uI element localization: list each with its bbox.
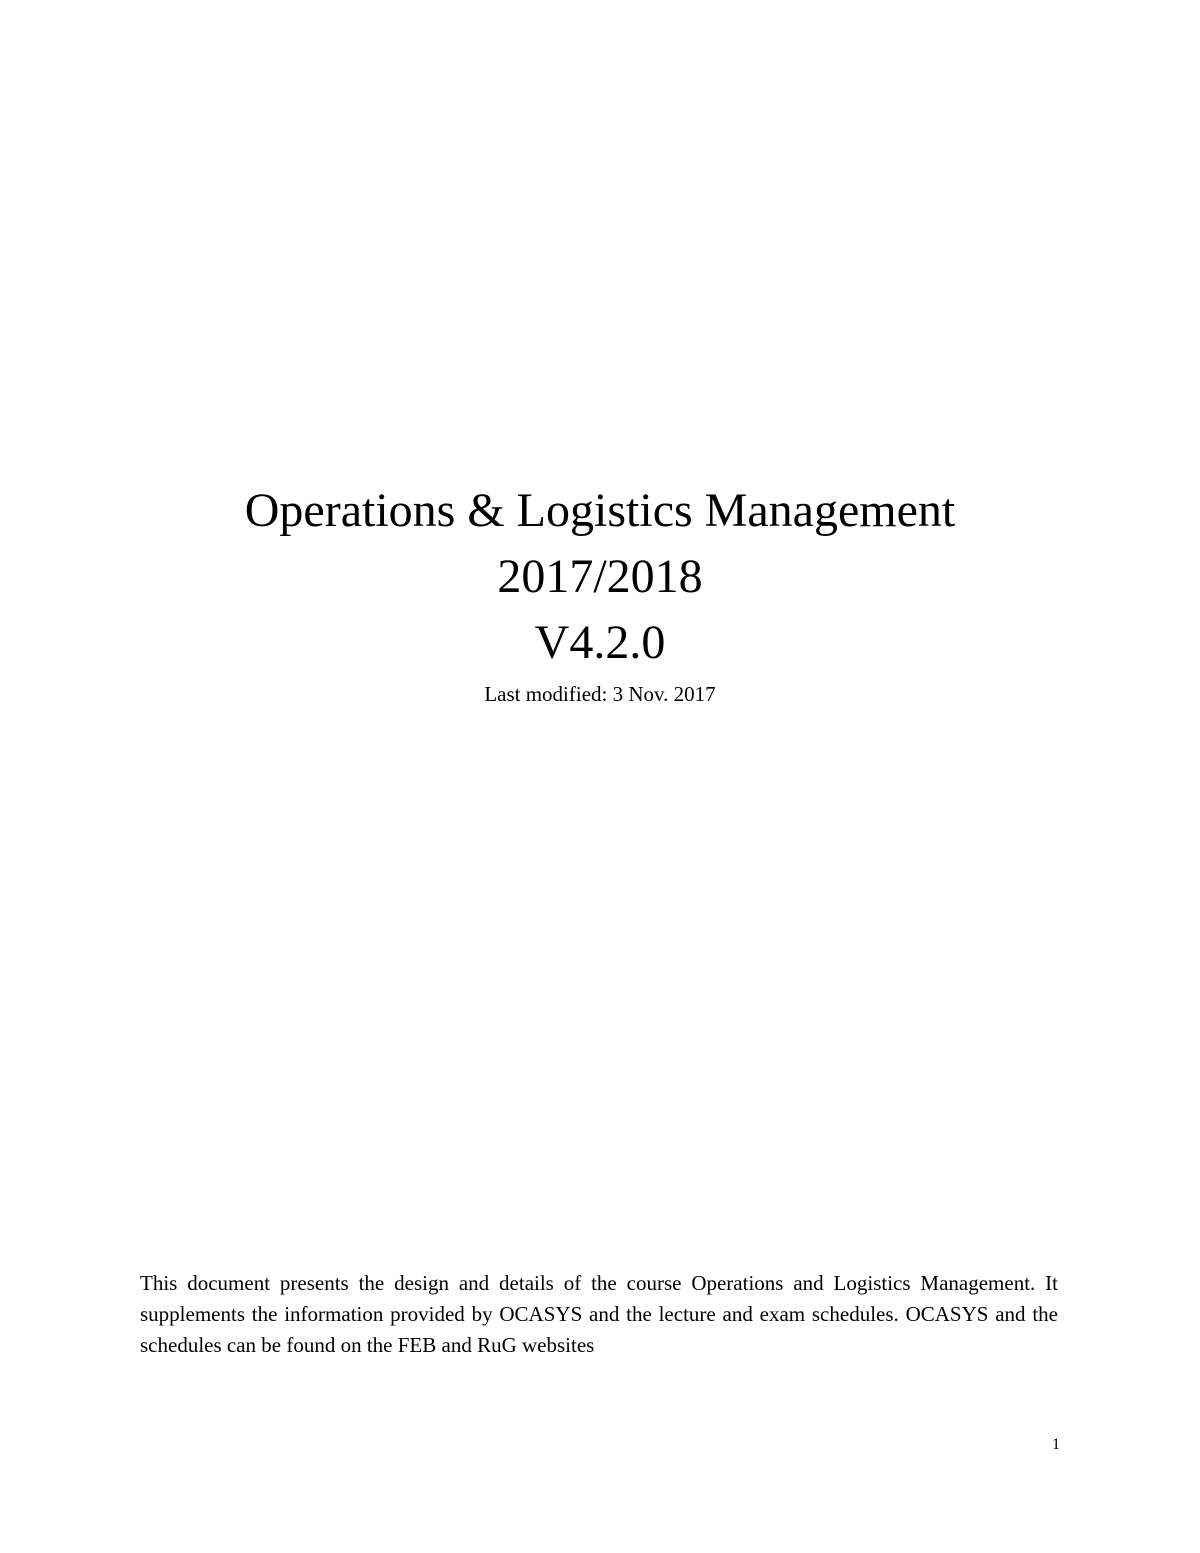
document-version: V4.2.0 (534, 616, 666, 669)
document-title: Operations & Logistics Management (244, 484, 956, 537)
page-number: 1 (1052, 1436, 1060, 1453)
academic-year: 2017/2018 (497, 550, 703, 603)
title-block (0, 478, 1200, 708)
intro-paragraph: This document presents the design and details of the course Operations and Logistics Management. It supplements the information provided by OCASYS and the lecture and exam schedules. OCASYS and the schedules can be found on the FEB and RuG websites (140, 1271, 1058, 1357)
last-modified: Last modified: 3 Nov. 2017 (484, 682, 716, 706)
